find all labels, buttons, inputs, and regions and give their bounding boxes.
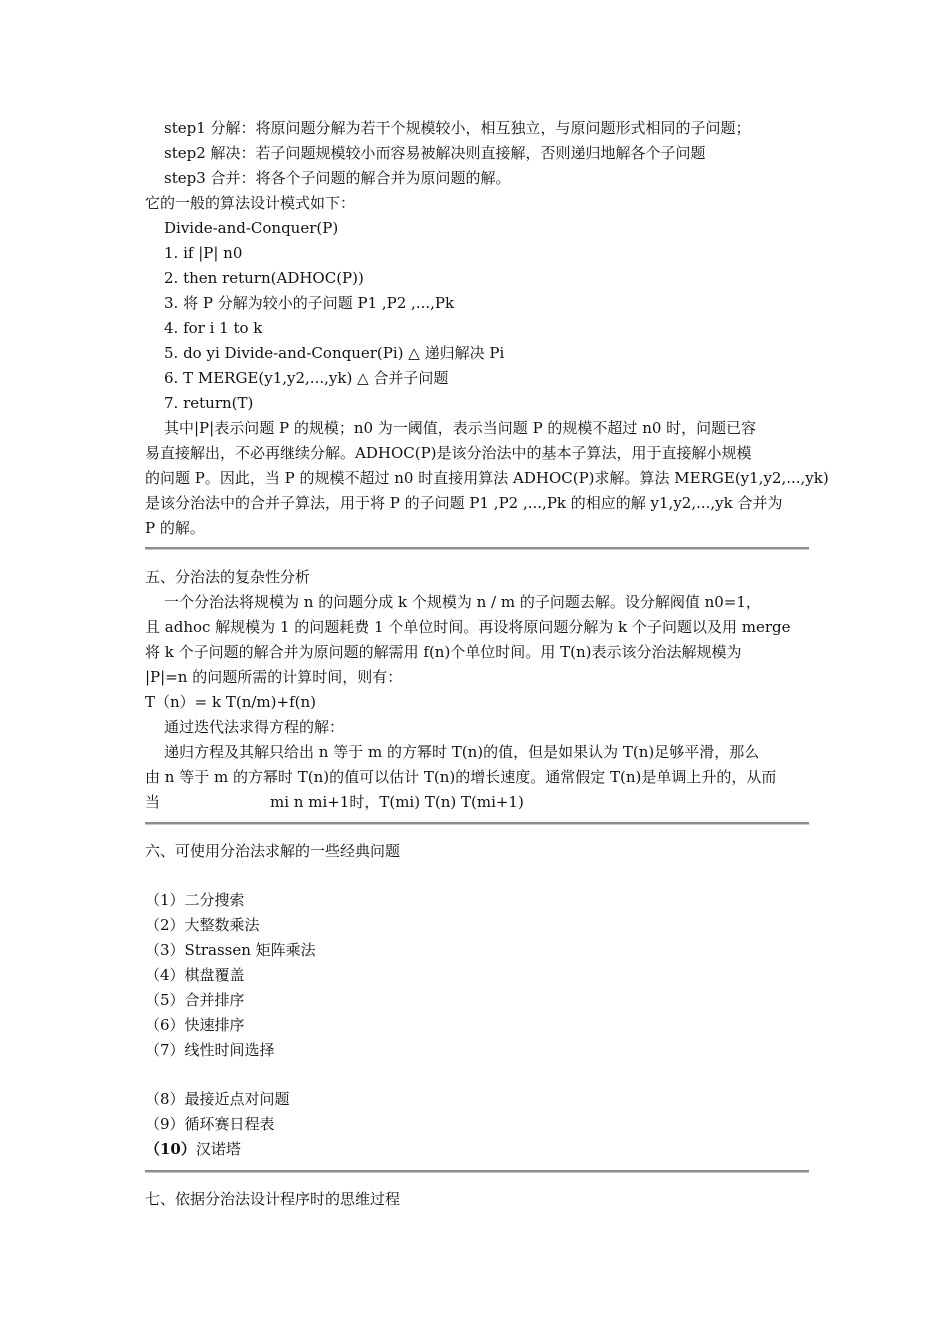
pattern-intro: 它的一般的算法设计模式如下：	[145, 194, 356, 212]
section-divider	[145, 547, 809, 550]
recurrence-formula: T（n）= k T(n/m)+f(n)	[145, 693, 316, 711]
list-item: （8）最接近点对问题	[145, 1090, 290, 1108]
list-item: （9）循环赛日程表	[145, 1115, 275, 1133]
section6-heading: 六、可使用分治法求解的一些经典问题	[145, 842, 401, 860]
code-line-6: 6. T MERGE(y1,y2,...,yk) △ 合并子问题	[164, 369, 449, 387]
monotone-inequality: mi n mi+1时，T(mi) T(n) T(mi+1)	[270, 793, 524, 811]
list-item: （2）大整数乘法	[145, 916, 260, 934]
explain-line-3: 的问题 P。因此，当 P 的规模不超过 n0 时直接用算法 ADHOC(P)求解。算法 MERGE(y1,y2,...,yk)	[145, 469, 829, 487]
recur-line-3-prefix: 当	[145, 793, 161, 811]
explain-line-1: 其中|P|表示问题 P 的规模；n0 为一阈值，表示当问题 P 的规模不超过 n0 时，问题已容	[164, 419, 757, 437]
recur-line-3	[145, 790, 810, 814]
code-line-7: 7. return(T)	[164, 394, 254, 412]
code-line-2: 2. then return(ADHOC(P))	[164, 269, 364, 287]
explain-line-4: 是该分治法中的合并子算法，用于将 P 的子问题 P1 ,P2 ,...,Pk 的相应的解 y1,y2,...,yk 合并为	[145, 494, 783, 512]
code-line-1: 1. if |P| n0	[164, 244, 243, 262]
step-2: step2 解决：若子问题规模较小而容易被解决则直接解，否则递归地解各个子问题	[164, 144, 706, 162]
section5-line-2: 且 adhoc 解规模为 1 的问题耗费 1 个单位时间。再设将原问题分解为 k 个子问题以及用 merge	[145, 618, 791, 636]
section5-line-1: 一个分治法将规模为 n 的问题分成 k 个规模为 n / m 的子问题去解。设分解阀值 n0=1，	[164, 593, 761, 611]
recur-line-2: 由 n 等于 m 的方幂时 T(n)的值可以估计 T(n)的增长速度。通常假定 T(n)是单调上升的，从而	[145, 768, 777, 786]
list-item: （1）二分搜索	[145, 891, 245, 909]
code-line-3: 3. 将 P 分解为较小的子问题 P1 ,P2 ,...,Pk	[164, 294, 455, 312]
list-item: （7）线性时间选择	[145, 1041, 275, 1059]
list-item	[145, 1137, 810, 1161]
section-divider	[145, 822, 809, 825]
list-item: （3）Strassen 矩阵乘法	[145, 941, 316, 959]
section5-line-3: 将 k 个子问题的解合并为原问题的解需用 f(n)个单位时间。用 T(n)表示该分治法解规模为	[145, 643, 742, 661]
list-item-text: 汉诺塔	[195, 1140, 241, 1158]
code-title: Divide-and-Conquer(P)	[164, 219, 339, 237]
list-item: （6）快速排序	[145, 1016, 245, 1034]
list-item: （4）棋盘覆盖	[145, 966, 245, 984]
section5-heading: 五、分治法的复杂性分析	[145, 568, 311, 586]
section-divider	[145, 1170, 809, 1173]
recur-line-1: 递归方程及其解只给出 n 等于 m 的方幂时 T(n)的值，但是如果认为 T(n)足够平滑，那么	[164, 743, 760, 761]
iteration-note: 通过迭代法求得方程的解：	[164, 718, 345, 736]
list-item: （5）合并排序	[145, 991, 245, 1009]
explain-line-5: P 的解。	[145, 519, 205, 537]
step-1: step1 分解：将原问题分解为若干个规模较小，相互独立，与原问题形式相同的子问题；	[164, 119, 751, 137]
code-line-5: 5. do yi Divide-and-Conquer(Pi) △ 递归解决 Pi	[164, 344, 505, 362]
explain-line-2: 易直接解出，不必再继续分解。ADHOC(P)是该分治法中的基本子算法，用于直接解小规模	[145, 444, 752, 462]
code-line-4: 4. for i 1 to k	[164, 319, 263, 337]
section5-line-4: |P|=n 的问题所需的计算时间，则有：	[145, 668, 403, 686]
step-3: step3 合并：将各个子问题的解合并为原问题的解。	[164, 169, 511, 187]
section7-heading: 七、依据分治法设计程序时的思维过程	[145, 1190, 401, 1208]
list-item-number: （10）	[145, 1140, 196, 1158]
